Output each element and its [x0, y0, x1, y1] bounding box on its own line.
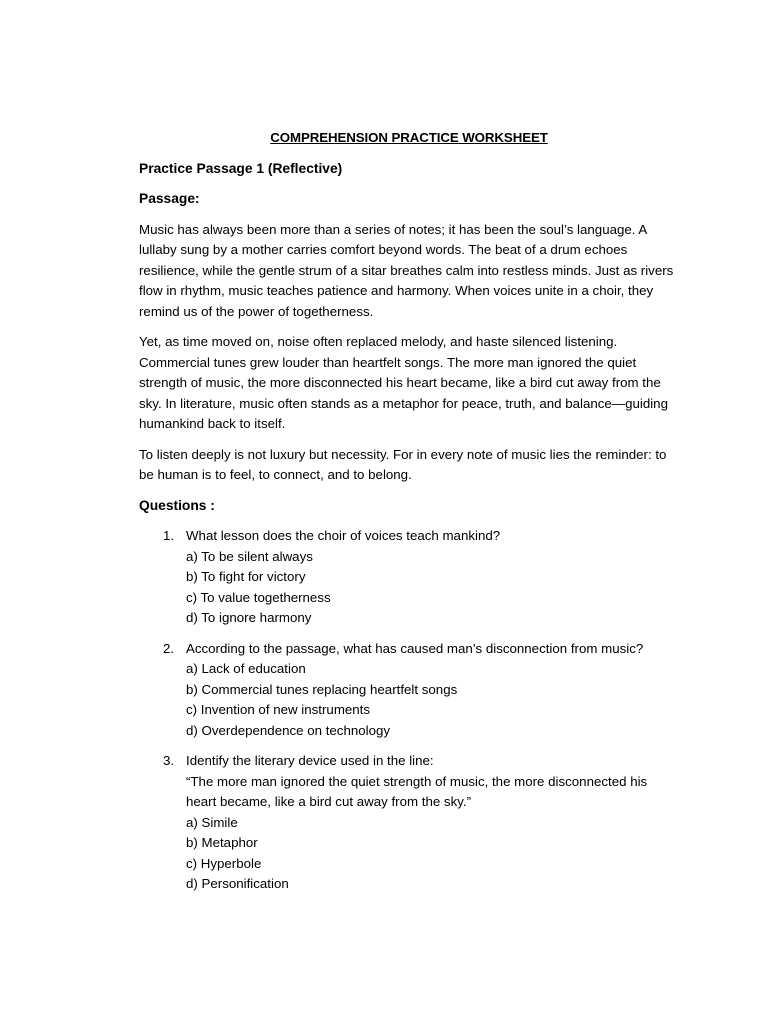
answer-option: d) Personification — [186, 876, 289, 891]
question-number: 2. — [163, 640, 175, 656]
question-text: What lesson does the choir of voices teach mankind? — [186, 528, 501, 543]
answer-option: b) Metaphor — [186, 835, 258, 850]
answer-option: a) Simile — [186, 814, 238, 830]
question-list — [139, 526, 679, 895]
answer-option: d) To ignore harmony — [186, 610, 312, 625]
questions-label: Questions : — [139, 497, 215, 513]
answer-option: a) Lack of education — [186, 661, 306, 676]
answer-option: c) Hyperbole — [186, 855, 262, 871]
answer-option: b) To fight for victory — [186, 569, 306, 584]
question-item — [139, 526, 679, 629]
passage-paragraph: Music has always been more than a series of notes; it has been the soul’s language. A lullaby sung by a mother carries comfort beyond words. The beat of a drum echoes resilience, while the gentle strum of a sitar breathes calm into restless minds. Just as rivers flow in rhythm, music teaches patience and harmony. When voices unite in a choir, they remind us of the power of togetherness. — [139, 221, 674, 319]
answer-option: c) Invention of new instruments — [186, 702, 371, 717]
question-text: Identify the literary device used in the line: — [186, 753, 434, 768]
passage-paragraph: Yet, as time moved on, noise often replaced melody, and haste silenced listening. Commercial tunes grew louder than heartfelt songs. The more man ignored the quiet strength of music, the more disconnected his heart became, like a bird cut away from the sky. In literature, music often stands as a metaphor for peace, truth, and balance—guiding humankind back to itself. — [139, 334, 668, 431]
question-item — [139, 639, 679, 742]
answer-option: a) To be silent always — [186, 548, 313, 564]
question-number: 3. — [163, 753, 175, 768]
answer-option: c) To value togetherness — [186, 589, 331, 605]
worksheet-title: COMPREHENSION PRACTICE WORKSHEET — [270, 130, 548, 145]
question-text: According to the passage, what has caused man’s disconnection from music? — [186, 640, 644, 656]
answer-option: d) Overdependence on technology — [186, 722, 391, 738]
worksheet-page — [139, 128, 679, 905]
answer-option: b) Commercial tunes replacing heartfelt songs — [186, 681, 458, 697]
passage-heading: Practice Passage 1 (Reflective) — [139, 160, 343, 176]
question-number: 1. — [163, 528, 175, 543]
quoted-line: “The more man ignored the quiet strength of music, the more disconnected his heart became, like a bird cut away from the sky.” — [186, 773, 648, 809]
passage-paragraph: To listen deeply is not luxury but necessity. For in every note of music lies the reminder: to be human is to feel, to connect, and to belong. — [139, 446, 667, 482]
question-item — [139, 751, 679, 895]
passage-label: Passage: — [139, 191, 200, 206]
